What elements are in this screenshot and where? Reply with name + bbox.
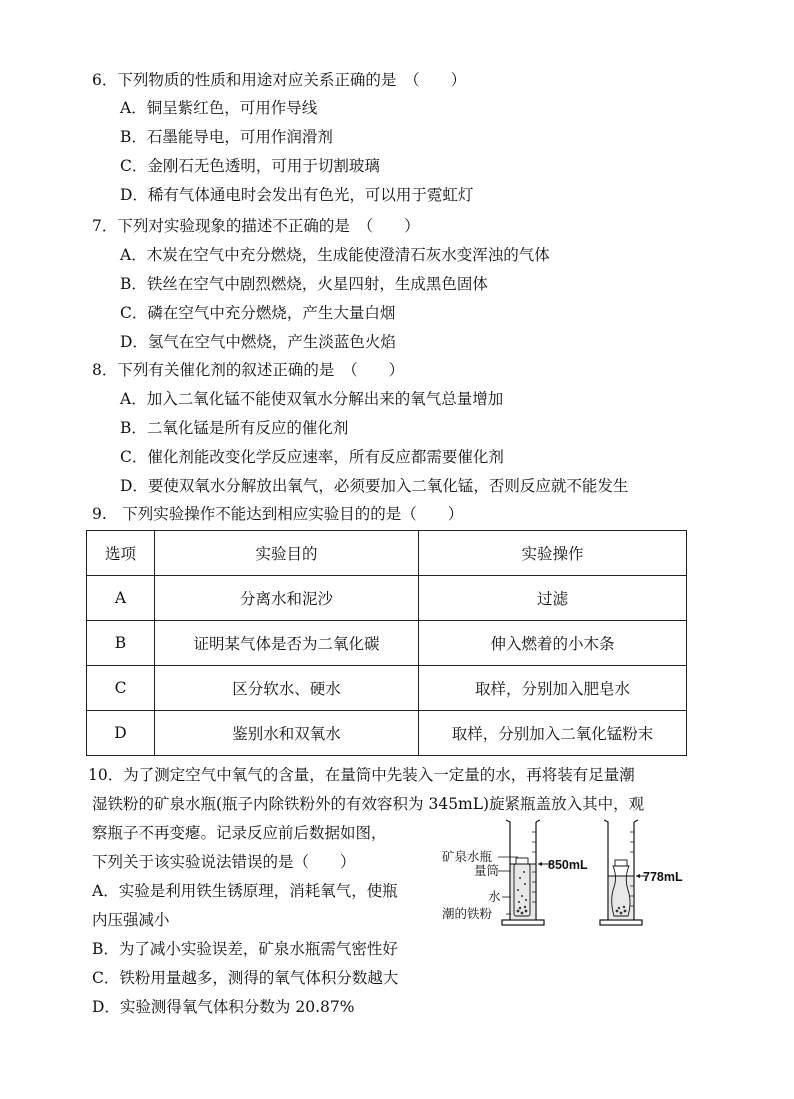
q6-option-d: D．稀有气体通电时会发出有色光，可以用于霓虹灯 [120,186,474,204]
label-cylinder: 量筒 [474,863,500,878]
table-header-cell: 选项 [87,531,155,576]
reading-before: 850mL [548,858,588,872]
q10-stem-line-3: 察瓶子不再变瘪。记录反应前后数据如图， [92,824,387,842]
q6-option-a: A．铜呈紫红色，可用作导线 [120,99,318,117]
table-cell: A [87,576,155,621]
q7-option-b: B．铁丝在空气中剧烈燃烧，火星四射，生成黑色固体 [120,275,488,293]
cylinder-before [502,820,588,925]
table-cell: 分离水和泥沙 [155,576,419,621]
q9-stem: 9. 下列实验操作不能达到相应实验目的的是（ ） [92,505,464,523]
q7-option-a: A．木炭在空气中充分燃烧，生成能使澄清石灰水变浑浊的气体 [120,246,550,264]
table-cell: 过滤 [419,576,687,621]
table-row [87,621,687,666]
q10-figure [440,812,700,932]
table-header-cell: 实验操作 [419,531,687,576]
table-cell: 取样，分别加入二氧化锰粉末 [419,711,687,756]
q10-option-a-cont: 内压强减小 [92,911,170,929]
q10-option-b: B．为了减小实验误差，矿泉水瓶需气密性好 [92,940,398,958]
reading-after: 778mL [643,870,683,884]
label-iron: 潮的铁粉 [442,906,493,921]
table-cell: D [87,711,155,756]
table-row [87,666,687,711]
label-bottle: 矿泉水瓶 [442,849,493,864]
table-header-row [87,531,687,576]
q10-option-a: A．实验是利用铁生锈原理，消耗氧气，使瓶 [92,882,398,900]
q8-stem: 8．下列有关催化剂的叙述正确的是 （ ） [92,361,405,379]
q10-stem-line-1: 10．为了测定空气中氧气的含量，在量筒中先装入一定量的水，再将装有足量潮 [88,766,635,784]
table-cell: 鉴别水和双氧水 [155,711,419,756]
table-header-cell: 实验目的 [155,531,419,576]
q6-option-b: B．石墨能导电，可用作润滑剂 [120,128,333,146]
q8-option-b: B．二氧化锰是所有反应的催化剂 [120,419,349,437]
table-cell: 证明某气体是否为二氧化碳 [155,621,419,666]
q10-stem-line-2: 湿铁粉的矿泉水瓶(瓶子内除铁粉外的有效容积为 345mL)旋紧瓶盖放入其中，观 [92,795,645,813]
q6-stem: 6．下列物质的性质和用途对应关系正确的是 （ ） [92,71,467,89]
q8-option-c: C．催化剂能改变化学反应速率，所有反应都需要催化剂 [120,448,504,466]
cylinder-after [600,820,683,925]
q10-option-d: D．实验测得氧气体积分数为 20.87% [92,998,355,1016]
q10-option-c: C．铁粉用量越多，测得的氧气体积分数越大 [92,969,399,987]
table-cell: C [87,666,155,711]
table-cell: B [87,621,155,666]
q7-option-c: C．磷在空气中充分燃烧，产生大量白烟 [120,304,396,322]
table-cell: 伸入燃着的小木条 [419,621,687,666]
q8-option-d: D．要使双氧水分解放出氧气，必须要加入二氧化锰，否则反应就不能发生 [120,477,629,495]
table-row [87,711,687,756]
table-cell: 取样，分别加入肥皂水 [419,666,687,711]
label-water: 水 [488,889,501,904]
q9-table [86,530,687,756]
table-cell: 区分软水、硬水 [155,666,419,711]
table-row [87,576,687,621]
q7-stem: 7．下列对实验现象的描述不正确的是 （ ） [92,217,420,235]
q7-option-d: D．氢气在空气中燃烧，产生淡蓝色火焰 [120,333,396,351]
q10-stem-line-4: 下列关于该实验说法错误的是（ ） [92,853,356,871]
q8-option-a: A．加入二氧化锰不能使双氧水分解出来的氧气总量增加 [120,390,504,408]
q6-option-c: C．金刚石无色透明，可用于切割玻璃 [120,157,380,175]
